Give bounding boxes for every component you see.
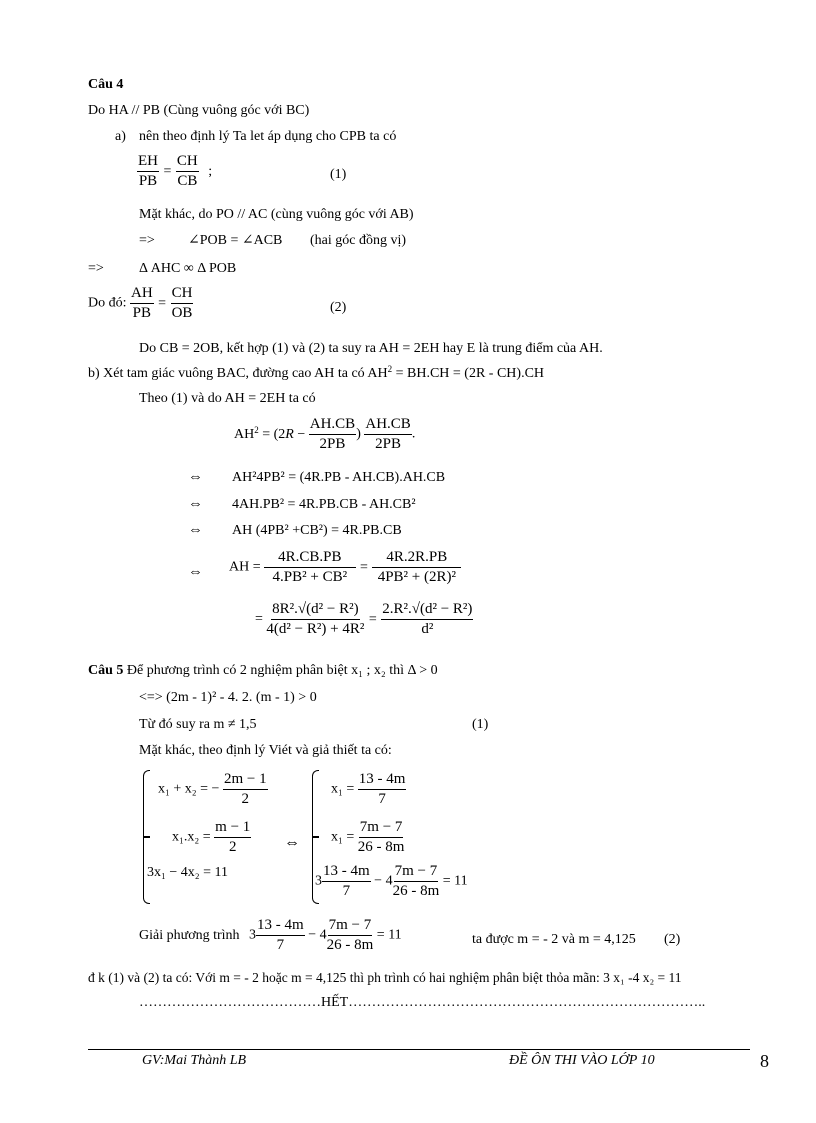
solve-coef: 3 — [249, 927, 257, 943]
eq2-den-right: OB — [171, 305, 193, 321]
angle-note: (hai góc đồng vị) — [310, 233, 407, 248]
sys2-r1-num: 13 - 4m — [358, 772, 407, 790]
footer-teacher: GV:Mai Thành LB — [142, 1053, 247, 1068]
sys1-r2-num: m − 1 — [214, 820, 251, 838]
system1-row-2 — [172, 820, 251, 855]
eq1-num-right: CH — [176, 154, 199, 172]
sys2-r3-num-2: 7m − 7 — [394, 864, 439, 882]
end-marker: …………………………………HẾT………………………………………………………………….. — [139, 995, 706, 1010]
eq2-den-left: PB — [132, 305, 152, 321]
heading-cau-5: Câu 5 — [88, 663, 124, 678]
eq3-den-2: 2PB — [375, 436, 402, 452]
final-conclusion: đ k (1) và (2) ta có: Với m = - 2 hoặc m = 4,125 thì ph trình có hai nghiệm phân biệt thỏa mãn: 3 x₁ -4 x₂ = 11 — [88, 970, 682, 985]
heading-cau-4: Câu 4 — [88, 77, 124, 92]
solve-mid: − 4 — [308, 927, 327, 943]
eq2-prefix: Do đó: — [88, 295, 127, 311]
paragraph: Mặt khác, do PO // AC (cùng vuông góc với AB) — [139, 207, 414, 222]
cau5-intro: Để phương trình có 2 nghiệm phân biệt x₁ ; x₂ thì Δ > 0 — [126, 663, 438, 678]
system1-row-3: 3x₁ − 4x₂ = 11 — [147, 865, 229, 880]
eq2-num-right: CH — [171, 286, 194, 304]
equation-label-2: (2) — [664, 932, 681, 947]
paragraph: Theo (1) và do AH = 2EH ta có — [139, 391, 316, 406]
page-number: 8 — [760, 1051, 769, 1071]
system-brace-top — [143, 770, 150, 838]
footer-title: ĐỀ ÔN THI VÀO LỚP 10 — [509, 1053, 655, 1068]
paragraph: Do CB = 2OB, kết hợp (1) và (2) ta suy ra AH = 2EH hay E là trung điểm của AH. — [139, 341, 603, 356]
eq4-lhs: AH = — [229, 559, 261, 575]
equation-3: $AH^2 = (2R$ − $\frac{AH.CB}{2PB}$ ) $\frac{AH.CB}{2PB}$ . — [234, 416, 416, 452]
eq3-num-1: AH.CB — [309, 417, 356, 435]
sys2-r3-coef: 3 — [315, 873, 322, 889]
sys2-r2-den: 26 - 8m — [357, 839, 405, 855]
sys1-r1-den: 2 — [241, 791, 250, 807]
list-marker: a) — [115, 129, 126, 144]
equivalence-step-2: 4AH.PB² = 4R.PB.CB - AH.CB² — [232, 497, 416, 512]
sys2-r3-mid: − 4 — [374, 873, 393, 889]
implies-arrow: => — [88, 261, 104, 276]
sys2-r3-num-1: 13 - 4m — [322, 864, 371, 882]
equation-label-1: (1) — [330, 167, 347, 182]
equivalence-sign: ⇔ — [188, 469, 203, 485]
angle-equality: ∠POB = ∠ACB — [188, 233, 283, 248]
eq4-den-2: 4PB² + (2R)² — [377, 569, 456, 585]
sys2-r2-num: 7m − 7 — [359, 820, 404, 838]
eq5-num-1: 8R².√(d² − R²) — [271, 602, 359, 620]
equation-2: Do đó: $\frac{AH}{PB}$ = $\frac{CH}{OB}$ — [88, 285, 193, 321]
sys2-r1-den: 7 — [378, 791, 386, 807]
system2-row-3 — [315, 864, 468, 899]
part-b-rest: = BH.CH = (2R - CH).CH — [392, 366, 545, 381]
equivalence-sign: ⇔ — [188, 496, 203, 512]
sys2-r3-tail: = 11 — [442, 873, 468, 889]
sys2-r3-den-1: 7 — [342, 883, 351, 899]
equivalence-sign: ⇔ — [284, 834, 300, 851]
eq1-den-left: PB — [138, 173, 158, 189]
equivalence-step-1: AH²4PB² = (4R.PB - AH.CB).AH.CB — [232, 470, 446, 485]
paragraph: Mặt khác, theo định lý Viét và giả thiết ta có: — [139, 743, 392, 758]
eq3-num-2: AH.CB — [364, 417, 411, 435]
sys1-r2-lhs: x₁.x₂ = — [172, 829, 211, 845]
system-brace-top — [312, 770, 319, 838]
equation-label-2: (2) — [330, 300, 347, 315]
equation-4: AH = $\frac{4R.CB.PB}{\text{4.PB² + CB²}}$ = $\frac{4R.2R.PB}{\text{4PB² + (2R)²}}$ — [229, 550, 461, 585]
eq1-tail: ; — [208, 163, 213, 179]
eq1-num-left: EH — [137, 154, 159, 172]
part-b-prefix: b) Xét tam giác vuông BAC, đường cao AH ta có AH — [88, 366, 388, 381]
paragraph: nên theo định lý Ta let áp dụng cho CPB ta có — [139, 129, 397, 144]
system2-row-2 — [331, 820, 404, 855]
paragraph-part-b: b) Xét tam giác vuông BAC, đường cao AH ta có $AH^2 = BH.CH = (2R - CH).CH$ — [88, 364, 545, 381]
equivalence-sign: ⇔ — [188, 564, 203, 580]
paragraph: Do HA // PB (Cùng vuông góc với BC) — [88, 103, 310, 118]
implies-arrow: => — [139, 233, 155, 248]
sys1-r1-lhs: x₁ + x₂ = − — [158, 781, 220, 797]
system2-row-1 — [331, 772, 406, 807]
sys2-r3-den-2: 26 - 8m — [392, 883, 440, 899]
eq3-den-1: 2PB — [319, 436, 346, 452]
equivalence-step-3: AH (4PB² +CB²) = 4R.PB.CB — [232, 523, 402, 538]
paragraph-cau-5 — [88, 664, 438, 678]
equation-label-1: (1) — [472, 717, 489, 732]
equation-5: = $\frac{\text{8R².√(d² − R²)}}{\text{4(d² − R²) + 4R²}}$ = $\frac{\text{2.R².√(d² − R²)}}{\text{d²}}$ — [255, 601, 473, 637]
solve-den-2: 26 - 8m — [326, 937, 374, 953]
footer-rule — [88, 1049, 750, 1050]
sys2-r2-lhs: x₁ = — [331, 829, 355, 845]
sys1-r1-num: 2m − 1 — [223, 772, 268, 790]
eq4-num-1: 4R.CB.PB — [264, 550, 355, 568]
eq5-num-2: 2.R².√(d² − R²) — [381, 602, 473, 620]
system1-row-1 — [158, 772, 268, 807]
sys1-r2-den: 2 — [228, 839, 237, 855]
eq4-den-1: 4.PB² + CB² — [272, 569, 348, 585]
solve-den-1: 7 — [276, 937, 285, 953]
condition: <=> (2m - 1)² - 4. 2. (m - 1) > 0 — [139, 690, 317, 705]
equation-1: $\frac{EH}{PB}$ = $\frac{CH}{CB}$ ; — [138, 153, 213, 189]
solve-tail: = 11 — [376, 927, 402, 943]
solve-result: ta được m = - 2 và m = 4,125 — [472, 932, 636, 947]
sys2-r1-lhs: x₁ = — [331, 781, 355, 797]
solve-num-1: 13 - 4m — [256, 918, 305, 936]
solve-prefix: Giải phương trình — [139, 927, 240, 943]
paragraph: Từ đó suy ra m ≠ 1,5 — [139, 717, 257, 732]
eq5-den-2: d² — [421, 621, 434, 637]
eq2-num-left: AH — [130, 286, 154, 304]
similar-triangles: Δ AHC ∞ Δ POB — [139, 261, 237, 276]
eq4-num-2: 4R.2R.PB — [372, 550, 461, 568]
eq1-den-right: CB — [177, 173, 198, 189]
equivalence-sign: ⇔ — [188, 522, 203, 538]
eq3-lhs: AH — [234, 426, 255, 442]
solve-num-2: 7m − 7 — [328, 918, 373, 936]
eq5-den-1: 4(d² − R²) + 4R² — [266, 621, 365, 637]
solve-equation — [139, 918, 402, 953]
